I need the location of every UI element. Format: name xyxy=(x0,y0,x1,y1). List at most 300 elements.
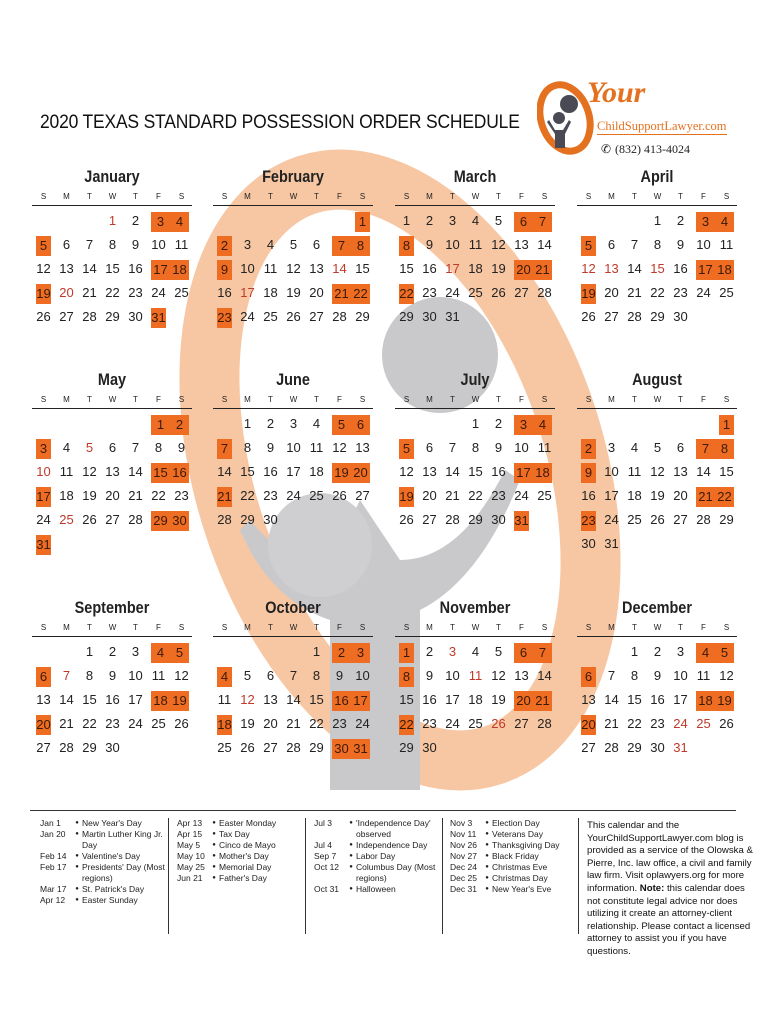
calendar-day[interactable]: 30 xyxy=(263,512,278,527)
calendar-day[interactable]: 11 xyxy=(627,464,642,479)
possession-day[interactable]: 3 xyxy=(351,643,370,663)
possession-day[interactable]: 6 xyxy=(36,667,51,687)
calendar-day[interactable]: 24 xyxy=(36,512,51,527)
possession-day[interactable]: 18 xyxy=(217,715,232,735)
calendar-day[interactable]: 18 xyxy=(263,285,278,300)
calendar-day[interactable]: 10 xyxy=(286,440,301,455)
calendar-day[interactable]: 20 xyxy=(604,285,619,300)
calendar-day[interactable]: 10 xyxy=(128,668,143,683)
calendar-day[interactable]: 6 xyxy=(676,440,685,455)
calendar-day[interactable]: 14 xyxy=(627,261,642,276)
calendar-day[interactable]: 11 xyxy=(696,668,711,683)
calendar-day[interactable]: 27 xyxy=(422,512,437,527)
possession-day[interactable]: 31 xyxy=(36,535,51,555)
calendar-day[interactable]: 18 xyxy=(627,488,642,503)
calendar-day[interactable]: 5 xyxy=(494,213,503,228)
calendar-day[interactable]: 10 xyxy=(36,464,51,479)
calendar-day[interactable]: 15 xyxy=(650,261,665,276)
calendar-day[interactable]: 3 xyxy=(607,440,616,455)
calendar-day[interactable]: 22 xyxy=(82,716,97,731)
possession-day[interactable]: 4 xyxy=(151,643,170,663)
calendar-day[interactable]: 17 xyxy=(240,285,255,300)
calendar-day[interactable]: 10 xyxy=(604,464,619,479)
calendar-day[interactable]: 26 xyxy=(719,716,734,731)
calendar-day[interactable]: 19 xyxy=(240,716,255,731)
calendar-day[interactable]: 24 xyxy=(240,309,255,324)
possession-day[interactable]: 21 xyxy=(533,260,552,280)
calendar-day[interactable]: 20 xyxy=(673,488,688,503)
calendar-day[interactable]: 15 xyxy=(309,692,324,707)
calendar-day[interactable]: 17 xyxy=(128,692,143,707)
possession-day[interactable]: 3 xyxy=(514,415,533,435)
calendar-day[interactable]: 9 xyxy=(653,668,662,683)
calendar-day[interactable]: 19 xyxy=(82,488,97,503)
calendar-day[interactable]: 12 xyxy=(332,440,347,455)
calendar-day[interactable]: 18 xyxy=(468,261,483,276)
calendar-day[interactable]: 31 xyxy=(445,309,460,324)
calendar-day[interactable]: 28 xyxy=(286,740,301,755)
calendar-day[interactable]: 29 xyxy=(355,309,370,324)
possession-day[interactable]: 6 xyxy=(514,643,533,663)
calendar-day[interactable]: 22 xyxy=(468,488,483,503)
calendar-day[interactable]: 28 xyxy=(537,285,552,300)
calendar-day[interactable]: 5 xyxy=(653,440,662,455)
calendar-day[interactable]: 23 xyxy=(105,716,120,731)
calendar-day[interactable]: 21 xyxy=(59,716,74,731)
possession-day[interactable]: 4 xyxy=(533,415,552,435)
calendar-day[interactable]: 4 xyxy=(312,416,321,431)
calendar-day[interactable]: 25 xyxy=(537,488,552,503)
calendar-day[interactable]: 25 xyxy=(468,285,483,300)
possession-day[interactable]: 7 xyxy=(332,236,351,256)
calendar-day[interactable]: 28 xyxy=(217,512,232,527)
possession-day[interactable]: 21 xyxy=(533,691,552,711)
calendar-day[interactable]: 25 xyxy=(696,716,711,731)
possession-day[interactable]: 17 xyxy=(514,463,533,483)
calendar-day[interactable]: 27 xyxy=(355,488,370,503)
calendar-day[interactable]: 21 xyxy=(604,716,619,731)
possession-day[interactable]: 17 xyxy=(351,691,370,711)
calendar-day[interactable]: 14 xyxy=(537,668,552,683)
calendar-day[interactable]: 16 xyxy=(217,285,232,300)
calendar-day[interactable]: 5 xyxy=(289,237,298,252)
calendar-day[interactable]: 28 xyxy=(537,716,552,731)
calendar-day[interactable]: 28 xyxy=(627,309,642,324)
calendar-day[interactable]: 21 xyxy=(128,488,143,503)
calendar-day[interactable]: 13 xyxy=(514,237,529,252)
calendar-day[interactable]: 28 xyxy=(82,309,97,324)
possession-day[interactable]: 7 xyxy=(696,439,715,459)
calendar-day[interactable]: 7 xyxy=(85,237,94,252)
calendar-day[interactable]: 28 xyxy=(59,740,74,755)
calendar-day[interactable]: 21 xyxy=(82,285,97,300)
possession-day[interactable]: 9 xyxy=(581,463,596,483)
possession-day[interactable]: 20 xyxy=(514,691,533,711)
calendar-day[interactable]: 16 xyxy=(105,692,120,707)
calendar-day[interactable]: 14 xyxy=(286,692,301,707)
possession-day[interactable]: 7 xyxy=(533,212,552,232)
possession-day[interactable]: 30 xyxy=(332,739,351,759)
calendar-day[interactable]: 20 xyxy=(422,488,437,503)
calendar-day[interactable]: 5 xyxy=(494,644,503,659)
calendar-day[interactable]: 9 xyxy=(131,237,140,252)
calendar-day[interactable]: 4 xyxy=(266,237,275,252)
calendar-day[interactable]: 5 xyxy=(243,668,252,683)
calendar-day[interactable]: 3 xyxy=(448,644,457,659)
calendar-day[interactable]: 11 xyxy=(468,668,483,683)
calendar-day[interactable]: 9 xyxy=(676,237,685,252)
calendar-day[interactable]: 12 xyxy=(82,464,97,479)
calendar-day[interactable]: 18 xyxy=(309,464,324,479)
possession-day[interactable]: 16 xyxy=(170,463,189,483)
possession-day[interactable]: 19 xyxy=(170,691,189,711)
calendar-day[interactable]: 15 xyxy=(627,692,642,707)
calendar-day[interactable]: 28 xyxy=(696,512,711,527)
calendar-day[interactable]: 8 xyxy=(312,668,321,683)
calendar-day[interactable]: 29 xyxy=(309,740,324,755)
calendar-day[interactable]: 23 xyxy=(128,285,143,300)
calendar-day[interactable]: 4 xyxy=(630,440,639,455)
calendar-day[interactable]: 28 xyxy=(128,512,143,527)
possession-day[interactable]: 18 xyxy=(151,691,170,711)
calendar-day[interactable]: 25 xyxy=(59,512,74,527)
calendar-day[interactable]: 1 xyxy=(630,644,639,659)
calendar-day[interactable]: 12 xyxy=(491,237,506,252)
calendar-day[interactable]: 17 xyxy=(445,692,460,707)
calendar-day[interactable]: 11 xyxy=(151,668,166,683)
calendar-day[interactable]: 13 xyxy=(581,692,596,707)
calendar-day[interactable]: 13 xyxy=(263,692,278,707)
calendar-day[interactable]: 27 xyxy=(581,740,596,755)
calendar-day[interactable]: 8 xyxy=(85,668,94,683)
calendar-day[interactable]: 10 xyxy=(355,668,370,683)
calendar-day[interactable]: 14 xyxy=(696,464,711,479)
possession-day[interactable]: 19 xyxy=(36,284,51,304)
calendar-day[interactable]: 12 xyxy=(581,261,596,276)
calendar-day[interactable]: 12 xyxy=(174,668,189,683)
calendar-day[interactable]: 12 xyxy=(36,261,51,276)
calendar-day[interactable]: 2 xyxy=(425,213,434,228)
calendar-day[interactable]: 24 xyxy=(514,488,529,503)
possession-day[interactable]: 23 xyxy=(217,308,232,328)
calendar-day[interactable]: 1 xyxy=(85,644,94,659)
calendar-day[interactable]: 10 xyxy=(240,261,255,276)
calendar-day[interactable]: 29 xyxy=(719,512,734,527)
possession-day[interactable]: 5 xyxy=(36,236,51,256)
calendar-day[interactable]: 3 xyxy=(243,237,252,252)
calendar-day[interactable]: 11 xyxy=(217,692,232,707)
calendar-day[interactable]: 17 xyxy=(604,488,619,503)
calendar-day[interactable]: 29 xyxy=(399,309,414,324)
calendar-day[interactable]: 22 xyxy=(240,488,255,503)
calendar-day[interactable]: 30 xyxy=(105,740,120,755)
calendar-day[interactable]: 29 xyxy=(650,309,665,324)
calendar-day[interactable]: 24 xyxy=(604,512,619,527)
calendar-day[interactable]: 4 xyxy=(62,440,71,455)
calendar-day[interactable]: 14 xyxy=(59,692,74,707)
possession-day[interactable]: 5 xyxy=(715,643,734,663)
calendar-day[interactable]: 27 xyxy=(673,512,688,527)
calendar-day[interactable]: 24 xyxy=(286,488,301,503)
calendar-day[interactable]: 22 xyxy=(627,716,642,731)
calendar-day[interactable]: 24 xyxy=(696,285,711,300)
possession-day[interactable]: 8 xyxy=(351,236,370,256)
calendar-day[interactable]: 26 xyxy=(581,309,596,324)
calendar-day[interactable]: 23 xyxy=(332,716,347,731)
calendar-day[interactable]: 14 xyxy=(82,261,97,276)
possession-day[interactable]: 29 xyxy=(151,511,170,531)
calendar-day[interactable]: 27 xyxy=(105,512,120,527)
calendar-day[interactable]: 13 xyxy=(673,464,688,479)
calendar-day[interactable]: 21 xyxy=(627,285,642,300)
calendar-day[interactable]: 2 xyxy=(131,213,140,228)
calendar-day[interactable]: 19 xyxy=(491,692,506,707)
calendar-day[interactable]: 13 xyxy=(604,261,619,276)
possession-day[interactable]: 18 xyxy=(715,260,734,280)
possession-day[interactable]: 18 xyxy=(696,691,715,711)
calendar-day[interactable]: 25 xyxy=(217,740,232,755)
calendar-day[interactable]: 20 xyxy=(263,716,278,731)
calendar-day[interactable]: 28 xyxy=(604,740,619,755)
possession-day[interactable]: 1 xyxy=(355,212,370,232)
calendar-day[interactable]: 24 xyxy=(673,716,688,731)
possession-day[interactable]: 22 xyxy=(351,284,370,304)
possession-day[interactable]: 2 xyxy=(217,236,232,256)
calendar-day[interactable]: 11 xyxy=(537,440,552,455)
calendar-day[interactable]: 14 xyxy=(445,464,460,479)
calendar-day[interactable]: 30 xyxy=(673,309,688,324)
calendar-day[interactable]: 31 xyxy=(604,536,619,551)
calendar-day[interactable]: 7 xyxy=(131,440,140,455)
calendar-day[interactable]: 31 xyxy=(673,740,688,755)
calendar-day[interactable]: 30 xyxy=(422,740,437,755)
calendar-day[interactable]: 28 xyxy=(332,309,347,324)
calendar-day[interactable]: 6 xyxy=(266,668,275,683)
calendar-day[interactable]: 3 xyxy=(131,644,140,659)
calendar-day[interactable]: 22 xyxy=(650,285,665,300)
calendar-day[interactable]: 15 xyxy=(399,692,414,707)
calendar-day[interactable]: 4 xyxy=(471,213,480,228)
calendar-day[interactable]: 9 xyxy=(335,668,344,683)
calendar-day[interactable]: 27 xyxy=(309,309,324,324)
possession-day[interactable]: 22 xyxy=(399,284,414,304)
possession-day[interactable]: 17 xyxy=(36,487,51,507)
calendar-day[interactable]: 12 xyxy=(399,464,414,479)
calendar-day[interactable]: 16 xyxy=(263,464,278,479)
calendar-day[interactable]: 24 xyxy=(445,285,460,300)
calendar-day[interactable]: 16 xyxy=(422,261,437,276)
possession-day[interactable]: 21 xyxy=(332,284,351,304)
calendar-day[interactable]: 7 xyxy=(62,668,71,683)
calendar-day[interactable]: 9 xyxy=(177,440,186,455)
calendar-day[interactable]: 5 xyxy=(85,440,94,455)
calendar-day[interactable]: 17 xyxy=(445,261,460,276)
calendar-day[interactable]: 24 xyxy=(355,716,370,731)
calendar-day[interactable]: 7 xyxy=(289,668,298,683)
calendar-day[interactable]: 21 xyxy=(445,488,460,503)
calendar-day[interactable]: 19 xyxy=(650,488,665,503)
possession-day[interactable]: 20 xyxy=(351,463,370,483)
calendar-day[interactable]: 24 xyxy=(151,285,166,300)
calendar-day[interactable]: 16 xyxy=(128,261,143,276)
calendar-day[interactable]: 2 xyxy=(266,416,275,431)
calendar-day[interactable]: 22 xyxy=(309,716,324,731)
calendar-day[interactable]: 13 xyxy=(355,440,370,455)
calendar-day[interactable]: 3 xyxy=(448,213,457,228)
calendar-day[interactable]: 3 xyxy=(289,416,298,431)
calendar-day[interactable]: 16 xyxy=(422,692,437,707)
possession-day[interactable]: 20 xyxy=(581,715,596,735)
calendar-day[interactable]: 27 xyxy=(514,716,529,731)
calendar-day[interactable]: 15 xyxy=(399,261,414,276)
possession-day[interactable]: 22 xyxy=(399,715,414,735)
calendar-day[interactable]: 1 xyxy=(653,213,662,228)
calendar-day[interactable]: 26 xyxy=(240,740,255,755)
calendar-day[interactable]: 20 xyxy=(59,285,74,300)
calendar-day[interactable]: 23 xyxy=(422,285,437,300)
calendar-day[interactable]: 10 xyxy=(445,237,460,252)
calendar-day[interactable]: 8 xyxy=(653,237,662,252)
calendar-day[interactable]: 9 xyxy=(494,440,503,455)
calendar-day[interactable]: 26 xyxy=(650,512,665,527)
calendar-day[interactable]: 13 xyxy=(422,464,437,479)
calendar-day[interactable]: 12 xyxy=(491,668,506,683)
calendar-day[interactable]: 17 xyxy=(673,692,688,707)
calendar-day[interactable]: 6 xyxy=(62,237,71,252)
calendar-day[interactable]: 15 xyxy=(105,261,120,276)
calendar-day[interactable]: 10 xyxy=(673,668,688,683)
calendar-day[interactable]: 26 xyxy=(399,512,414,527)
possession-day[interactable]: 15 xyxy=(151,463,170,483)
calendar-day[interactable]: 14 xyxy=(537,237,552,252)
calendar-day[interactable]: 18 xyxy=(468,692,483,707)
calendar-day[interactable]: 6 xyxy=(607,237,616,252)
possession-day[interactable]: 6 xyxy=(351,415,370,435)
calendar-day[interactable]: 12 xyxy=(650,464,665,479)
calendar-day[interactable]: 7 xyxy=(448,440,457,455)
calendar-day[interactable]: 11 xyxy=(719,237,734,252)
possession-day[interactable]: 4 xyxy=(217,667,232,687)
possession-day[interactable]: 20 xyxy=(36,715,51,735)
possession-day[interactable]: 20 xyxy=(514,260,533,280)
calendar-day[interactable]: 11 xyxy=(59,464,74,479)
possession-day[interactable]: 21 xyxy=(217,487,232,507)
calendar-day[interactable]: 9 xyxy=(425,668,434,683)
calendar-day[interactable]: 23 xyxy=(174,488,189,503)
calendar-day[interactable]: 19 xyxy=(286,285,301,300)
possession-day[interactable]: 4 xyxy=(696,643,715,663)
calendar-day[interactable]: 2 xyxy=(108,644,117,659)
calendar-day[interactable]: 26 xyxy=(332,488,347,503)
calendar-day[interactable]: 8 xyxy=(630,668,639,683)
calendar-day[interactable]: 29 xyxy=(627,740,642,755)
calendar-day[interactable]: 18 xyxy=(59,488,74,503)
calendar-day[interactable]: 11 xyxy=(309,440,324,455)
calendar-day[interactable]: 1 xyxy=(471,416,480,431)
possession-day[interactable]: 5 xyxy=(170,643,189,663)
calendar-day[interactable]: 25 xyxy=(151,716,166,731)
calendar-day[interactable]: 6 xyxy=(312,237,321,252)
possession-day[interactable]: 31 xyxy=(151,308,166,328)
calendar-day[interactable]: 9 xyxy=(425,237,434,252)
calendar-day[interactable]: 12 xyxy=(286,261,301,276)
calendar-day[interactable]: 15 xyxy=(719,464,734,479)
calendar-day[interactable]: 13 xyxy=(514,668,529,683)
calendar-day[interactable]: 24 xyxy=(445,716,460,731)
calendar-day[interactable]: 2 xyxy=(653,644,662,659)
calendar-day[interactable]: 26 xyxy=(491,716,506,731)
calendar-day[interactable]: 12 xyxy=(719,668,734,683)
calendar-day[interactable]: 6 xyxy=(425,440,434,455)
possession-day[interactable]: 9 xyxy=(217,260,232,280)
possession-day[interactable]: 18 xyxy=(533,463,552,483)
calendar-day[interactable]: 16 xyxy=(581,488,596,503)
calendar-day[interactable]: 8 xyxy=(243,440,252,455)
calendar-day[interactable]: 25 xyxy=(719,285,734,300)
calendar-day[interactable]: 23 xyxy=(491,488,506,503)
possession-day[interactable]: 2 xyxy=(581,439,596,459)
calendar-day[interactable]: 23 xyxy=(650,716,665,731)
calendar-day[interactable]: 22 xyxy=(151,488,166,503)
possession-day[interactable]: 19 xyxy=(581,284,596,304)
possession-day[interactable]: 4 xyxy=(170,212,189,232)
calendar-day[interactable]: 27 xyxy=(604,309,619,324)
possession-day[interactable]: 19 xyxy=(332,463,351,483)
possession-day[interactable]: 16 xyxy=(332,691,351,711)
calendar-day[interactable]: 25 xyxy=(174,285,189,300)
possession-day[interactable]: 7 xyxy=(217,439,232,459)
possession-day[interactable]: 2 xyxy=(332,643,351,663)
calendar-day[interactable]: 26 xyxy=(286,309,301,324)
possession-day[interactable]: 3 xyxy=(696,212,715,232)
calendar-day[interactable]: 22 xyxy=(105,285,120,300)
calendar-day[interactable]: 11 xyxy=(468,237,483,252)
calendar-day[interactable]: 9 xyxy=(108,668,117,683)
calendar-day[interactable]: 29 xyxy=(82,740,97,755)
calendar-day[interactable]: 15 xyxy=(240,464,255,479)
calendar-day[interactable]: 17 xyxy=(286,464,301,479)
calendar-day[interactable]: 6 xyxy=(108,440,117,455)
calendar-day[interactable]: 26 xyxy=(82,512,97,527)
calendar-day[interactable]: 16 xyxy=(650,692,665,707)
calendar-day[interactable]: 4 xyxy=(471,644,480,659)
calendar-day[interactable]: 14 xyxy=(604,692,619,707)
possession-day[interactable]: 5 xyxy=(399,439,414,459)
calendar-day[interactable]: 20 xyxy=(309,285,324,300)
calendar-day[interactable]: 29 xyxy=(240,512,255,527)
calendar-day[interactable]: 23 xyxy=(422,716,437,731)
calendar-day[interactable]: 1 xyxy=(402,213,411,228)
possession-day[interactable]: 4 xyxy=(715,212,734,232)
calendar-day[interactable]: 3 xyxy=(676,644,685,659)
calendar-day[interactable]: 13 xyxy=(309,261,324,276)
calendar-day[interactable]: 13 xyxy=(59,261,74,276)
calendar-day[interactable]: 28 xyxy=(445,512,460,527)
calendar-day[interactable]: 29 xyxy=(105,309,120,324)
possession-day[interactable]: 2 xyxy=(170,415,189,435)
calendar-day[interactable]: 14 xyxy=(128,464,143,479)
calendar-day[interactable]: 13 xyxy=(36,692,51,707)
calendar-day[interactable]: 8 xyxy=(154,440,163,455)
calendar-day[interactable]: 14 xyxy=(332,261,347,276)
calendar-day[interactable]: 25 xyxy=(263,309,278,324)
calendar-day[interactable]: 10 xyxy=(514,440,529,455)
possession-day[interactable]: 6 xyxy=(581,667,596,687)
possession-day[interactable]: 3 xyxy=(151,212,170,232)
calendar-day[interactable]: 26 xyxy=(36,309,51,324)
calendar-day[interactable]: 16 xyxy=(491,464,506,479)
calendar-day[interactable]: 23 xyxy=(263,488,278,503)
